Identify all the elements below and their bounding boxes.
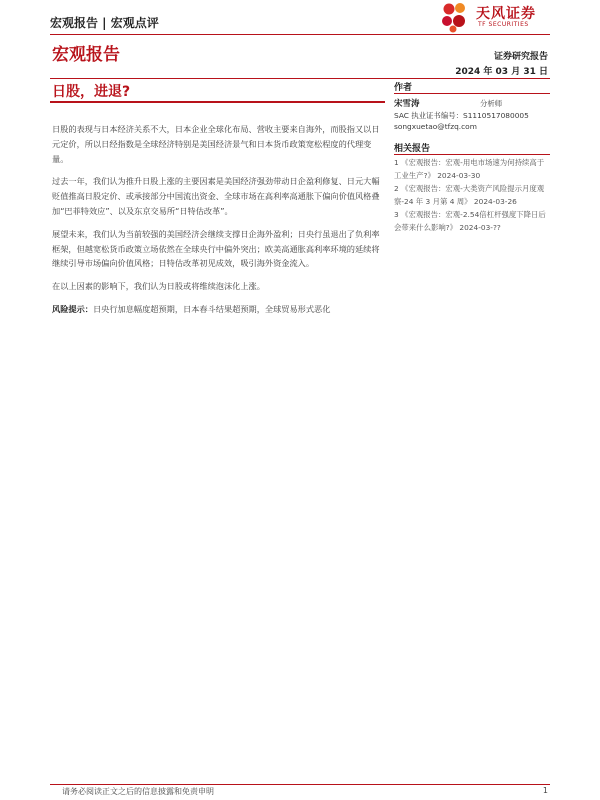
title-divider <box>50 78 550 79</box>
header-divider <box>50 34 550 35</box>
brand-logo <box>438 0 548 36</box>
related-list <box>394 157 546 235</box>
author-divider <box>394 93 550 94</box>
report-title: 日股，进退? <box>52 84 131 100</box>
brand-name-en: TF SECURITIES <box>478 21 529 28</box>
page-number: 1 <box>542 786 548 795</box>
title-underline <box>50 101 385 103</box>
brand-name: 天风证券 <box>476 6 536 22</box>
related-divider <box>394 154 550 155</box>
body-paragraph: 过去一年，我们认为推升日股上涨的主要因素是美国经济强劲带动日企盈利修复、日元大幅贬值推高日股定价、或承接部分中国流出资金、全球市场在高利率高通胀下偏向价值风格叠加“巴菲特效应”、以及东京交易所“日特估改革”。 <box>52 176 380 216</box>
body-paragraph: 展望未来，我们认为当前较强的美国经济会继续支撑日企海外盈利；日央行虽退出了负利率框架，但越宽松货币政策立场依然在全球央行中偏外突出；欧美高通胀高利率环境的延续将继续引导市场偏向价值风格；日特估改革初见成效，吸引海外资金流入。 <box>52 228 380 269</box>
related-report-item[interactable]: 2 《宏观报告：宏观-大类资产风险提示月度观察-24 年 3 月第 4 周》 2024-03-26 <box>394 184 545 206</box>
report-type: 证券研究报告 <box>493 52 548 62</box>
body-paragraph: 在以上因素的影响下，我们认为日股或将维续泡沫化上涨。 <box>52 281 265 292</box>
footer-disclaimer: 请务必阅读正文之后的信息披露和免责申明 <box>62 787 214 796</box>
author-row <box>394 97 550 109</box>
footer-divider <box>50 784 550 785</box>
related-heading: 相关报告 <box>394 144 431 154</box>
risk-text: 日央行加息幅度超预期，日本春斗结果超预期，全球贸易形式恶化 <box>92 303 331 314</box>
related-report-item[interactable]: 1 《宏观报告：宏观-用电市场速为何持续高于工业生产?》 2024-03-30 <box>394 158 545 180</box>
related-report-item[interactable]: 3 《宏观报告：宏观-2.54倍杠杆强度下降日后会带来什么影响?》 2024-03-?? <box>394 210 546 232</box>
author-info <box>394 97 550 132</box>
tf-securities-logo-icon <box>438 0 472 34</box>
author-title: 分析师 <box>480 99 503 108</box>
report-category: 宏观报告 | 宏观点评 <box>50 16 159 30</box>
author-section <box>394 80 550 93</box>
author-sac: SAC 执业证书编号：S1110517080005 <box>394 111 529 120</box>
body-paragraph: 日股的表现与日本经济关系不大，日本企业全球化布局、营收主要来自海外，而股指又以日元定价，所以日经指数是全球经济特别是美国经济景气和日本货币政策宽松程度的代理变量。 <box>52 124 380 164</box>
risk-label: 风险提示： <box>52 303 93 314</box>
risk-warning <box>52 302 385 317</box>
main-body <box>52 122 385 325</box>
author-email[interactable]: songxuetao@tfzq.com <box>394 122 477 131</box>
author-name: 宋雪涛 <box>394 99 420 109</box>
related-section <box>394 141 550 154</box>
author-heading: 作者 <box>394 83 413 93</box>
doc-type-heading: 宏观报告 <box>52 45 120 65</box>
report-date: 2024 年 03 月 31 日 <box>455 67 548 77</box>
